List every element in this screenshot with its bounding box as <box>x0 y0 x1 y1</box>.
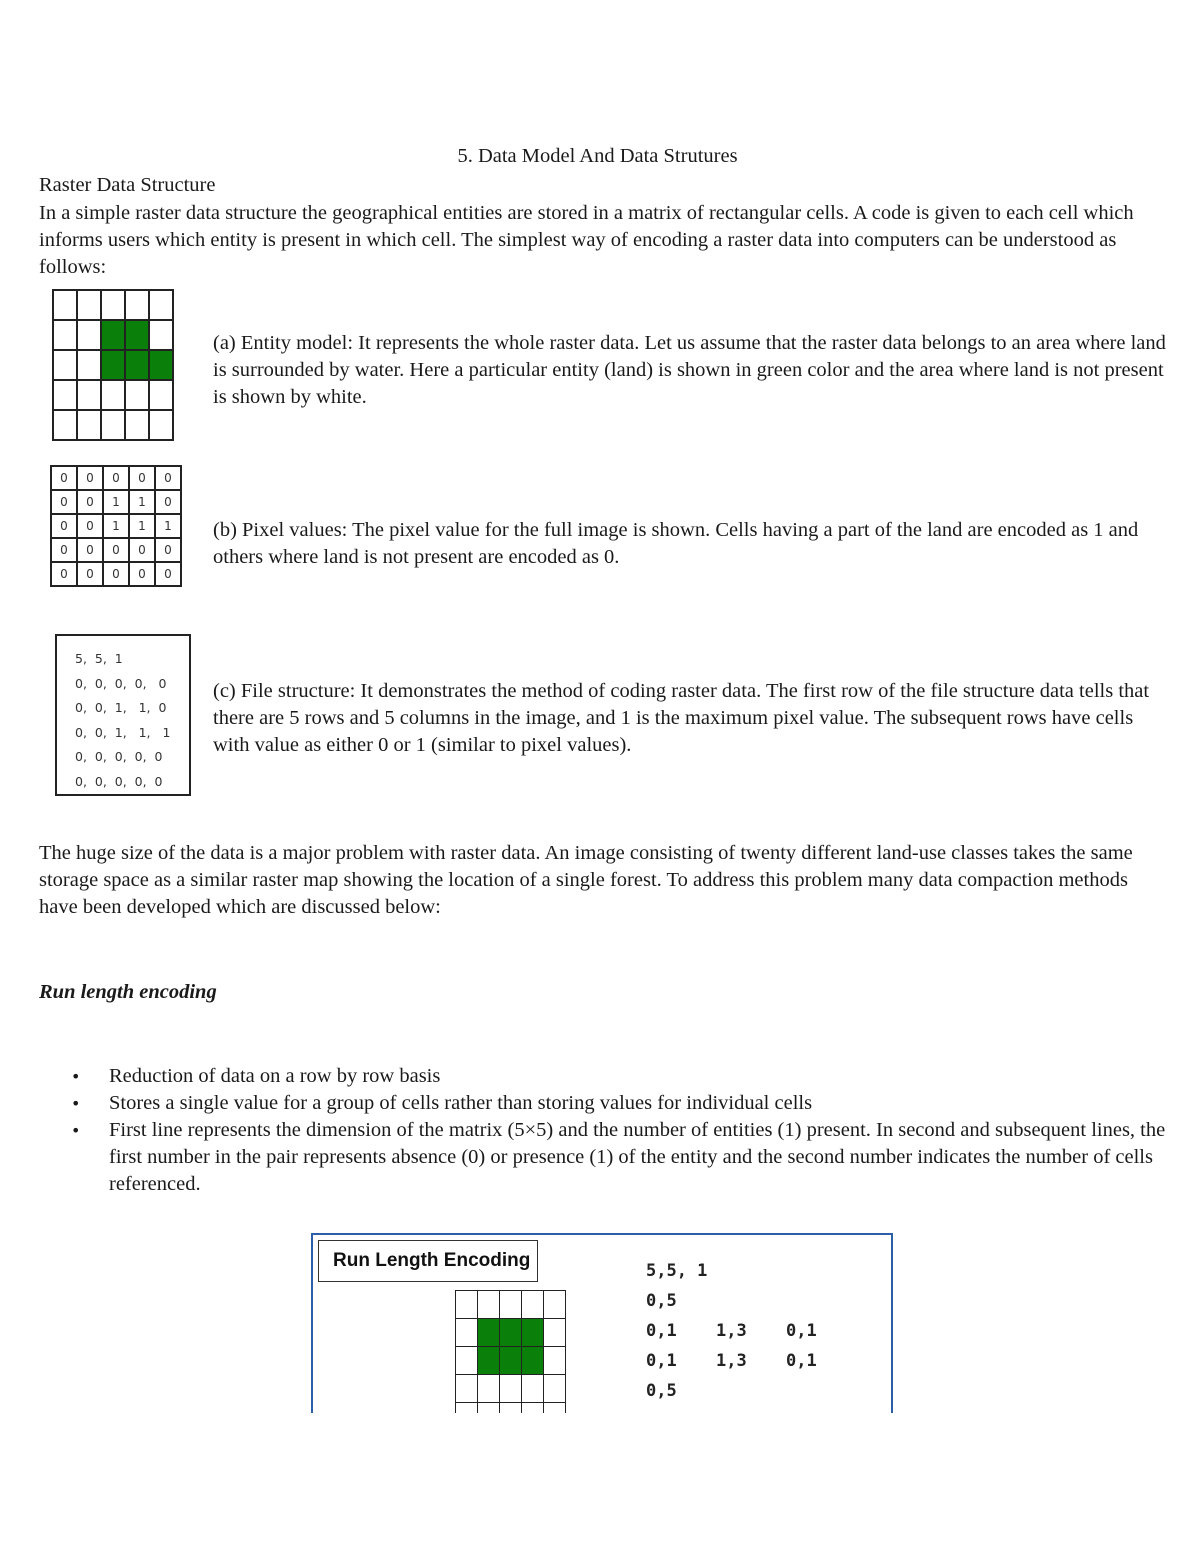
grid-row <box>53 350 173 380</box>
water-cell <box>522 1375 544 1403</box>
pixel-cell: 1 <box>103 514 129 538</box>
file-line: 0, 0, 0, 0, 0 <box>75 749 163 764</box>
rle-code: 0,5 <box>646 1381 677 1401</box>
water-cell <box>77 320 101 350</box>
water-cell <box>53 350 77 380</box>
pixel-cell: 0 <box>51 490 77 514</box>
rle-code-row <box>646 1261 856 1291</box>
rle-code: 1,3 <box>716 1321 747 1341</box>
pixel-cell: 0 <box>51 514 77 538</box>
rle-figure <box>311 1233 893 1413</box>
problem-paragraph: The huge size of the data is a major problem with raster data. An image consisting of twenty different land-use classes takes the same storage space as a similar raster map showing the location of a single forest. To address this problem many data compaction methods have been developed which are discussed below: <box>39 842 1133 918</box>
water-cell <box>522 1403 544 1414</box>
rle-code: 0,1 <box>786 1351 817 1371</box>
rle-code: 1,3 <box>716 1351 747 1371</box>
land-cell <box>125 320 149 350</box>
page-title: 5. Data Model And Data Strutures <box>457 145 738 167</box>
pixel-cell: 1 <box>155 514 181 538</box>
water-cell <box>53 410 77 440</box>
bullet-text: Stores a single value for a group of cells rather than storing values for individual cells <box>109 1092 813 1114</box>
water-cell <box>149 320 173 350</box>
section-heading: Raster Data Structure <box>39 174 216 196</box>
grid-row <box>456 1319 566 1347</box>
pixel-values-grid <box>50 465 182 587</box>
rle-code: 0,1 <box>646 1351 677 1371</box>
pixel-cell: 1 <box>129 514 155 538</box>
grid-row <box>53 380 173 410</box>
grid-row <box>456 1403 566 1414</box>
water-cell <box>478 1375 500 1403</box>
rle-code-row <box>646 1381 856 1411</box>
water-cell <box>544 1319 566 1347</box>
land-cell <box>522 1347 544 1375</box>
entity-model-description: (a) Entity model: It represents the whole raster data. Let us assume that the raster data belongs to an area where land is surrounded by water. Here a particular entity (land) is shown in green color and the area where land is not present is shown by white. <box>213 332 1166 408</box>
rle-code: 0,1 <box>786 1321 817 1341</box>
water-cell <box>101 410 125 440</box>
water-cell <box>53 380 77 410</box>
rle-code-list <box>646 1261 856 1411</box>
pixel-cell: 0 <box>103 538 129 562</box>
water-cell <box>149 380 173 410</box>
grid-row <box>51 514 181 538</box>
file-structure-description: (c) File structure: It demonstrates the method of coding raster data. The first row of the file structure data tells that there are 5 rows and 5 columns in the image, and 1 is the maximum pixel value. The subsequent rows have cells with value as either 0 or 1 (similar to pixel values). <box>213 680 1150 756</box>
list-item <box>39 1090 1169 1117</box>
pixel-cell: 0 <box>103 466 129 490</box>
land-cell <box>478 1319 500 1347</box>
pixel-cell: 0 <box>129 466 155 490</box>
water-cell <box>125 380 149 410</box>
file-line: 0, 0, 1, 1, 0 <box>75 700 167 715</box>
rle-heading: Run length encoding <box>39 981 217 1003</box>
rle-code: 0,5 <box>646 1291 677 1311</box>
file-structure-box <box>55 634 191 796</box>
water-cell <box>77 290 101 320</box>
water-cell <box>500 1375 522 1403</box>
land-cell <box>522 1319 544 1347</box>
rle-code: 0,1 <box>646 1321 677 1341</box>
water-cell <box>149 290 173 320</box>
pixel-cell: 0 <box>77 538 103 562</box>
rle-code-row <box>646 1351 856 1381</box>
file-line: 0, 0, 0, 0, 0 <box>75 675 167 691</box>
land-cell <box>500 1347 522 1375</box>
grid-row <box>53 410 173 440</box>
water-cell <box>478 1403 500 1414</box>
water-cell <box>101 290 125 320</box>
pixel-cell: 0 <box>51 562 77 586</box>
land-cell <box>101 350 125 380</box>
water-cell <box>53 320 77 350</box>
water-cell <box>77 350 101 380</box>
water-cell <box>456 1291 478 1319</box>
water-cell <box>478 1291 500 1319</box>
list-item <box>39 1117 1169 1198</box>
water-cell <box>522 1291 544 1319</box>
bullet-list <box>39 1063 1169 1198</box>
pixel-cell: 0 <box>77 562 103 586</box>
water-cell <box>544 1291 566 1319</box>
grid-row <box>51 562 181 586</box>
grid-row <box>456 1347 566 1375</box>
bullet-text: First line represents the dimension of the matrix (5×5) and the number of entities (1) present. In second and subsequent lines, the first number in the pair represents absence (0) or presence (1) of the entity and the second number indicates the number of cells referenced. <box>109 1119 1166 1195</box>
water-cell <box>456 1375 478 1403</box>
pixel-cell: 1 <box>129 490 155 514</box>
pixel-cell: 0 <box>51 538 77 562</box>
rle-code-row <box>646 1291 856 1321</box>
land-cell <box>478 1347 500 1375</box>
bullet-icon: • <box>71 1067 81 1086</box>
pixel-cell: 0 <box>51 466 77 490</box>
water-cell <box>456 1347 478 1375</box>
water-cell <box>53 290 77 320</box>
land-cell <box>125 350 149 380</box>
pixel-cell: 0 <box>77 514 103 538</box>
water-cell <box>456 1403 478 1414</box>
list-item <box>39 1063 1169 1090</box>
file-line: 0, 0, 0, 0, 0 <box>75 773 163 789</box>
pixel-cell: 0 <box>103 562 129 586</box>
pixel-values-description: (b) Pixel values: The pixel value for the full image is shown. Cells having a part of the land are encoded as 1 and others where land is not present are encoded as 0. <box>213 519 1139 568</box>
entity-model-grid <box>52 289 174 441</box>
water-cell <box>77 410 101 440</box>
water-cell <box>149 410 173 440</box>
land-cell <box>500 1319 522 1347</box>
water-cell <box>544 1375 566 1403</box>
grid-row <box>53 290 173 320</box>
water-cell <box>101 380 125 410</box>
water-cell <box>125 410 149 440</box>
grid-row <box>53 320 173 350</box>
rle-code-row <box>646 1321 856 1351</box>
pixel-cell: 0 <box>155 466 181 490</box>
rle-grid <box>455 1290 566 1413</box>
bullet-icon: • <box>71 1094 81 1113</box>
pixel-cell: 0 <box>77 490 103 514</box>
file-line: 0, 0, 1, 1, 1 <box>75 724 171 740</box>
grid-row <box>51 466 181 490</box>
bullet-icon: • <box>71 1121 81 1140</box>
intro-paragraph: In a simple raster data structure the geographical entities are stored in a matrix of rectangular cells. A code is given to each cell which informs users which entity is present in which cell. The simplest way of encoding a raster data into computers can be understood as follows: <box>39 202 1134 278</box>
file-line: 5, 5, 1 <box>75 651 123 666</box>
pixel-cell: 0 <box>155 490 181 514</box>
pixel-cell: 0 <box>77 466 103 490</box>
grid-row <box>51 538 181 562</box>
water-cell <box>544 1347 566 1375</box>
land-cell <box>101 320 125 350</box>
water-cell <box>456 1319 478 1347</box>
grid-row <box>456 1291 566 1319</box>
rle-code: 5,5, 1 <box>646 1261 708 1281</box>
water-cell <box>500 1291 522 1319</box>
grid-row <box>51 490 181 514</box>
water-cell <box>77 380 101 410</box>
bullet-text: Reduction of data on a row by row basis <box>109 1065 441 1087</box>
pixel-cell: 0 <box>155 562 181 586</box>
pixel-cell: 1 <box>103 490 129 514</box>
rle-figure-label: Run Length Encoding <box>318 1240 538 1282</box>
land-cell <box>149 350 173 380</box>
pixel-cell: 0 <box>129 562 155 586</box>
grid-row <box>456 1375 566 1403</box>
water-cell <box>125 290 149 320</box>
water-cell <box>544 1403 566 1414</box>
water-cell <box>500 1403 522 1414</box>
pixel-cell: 0 <box>129 538 155 562</box>
pixel-cell: 0 <box>155 538 181 562</box>
